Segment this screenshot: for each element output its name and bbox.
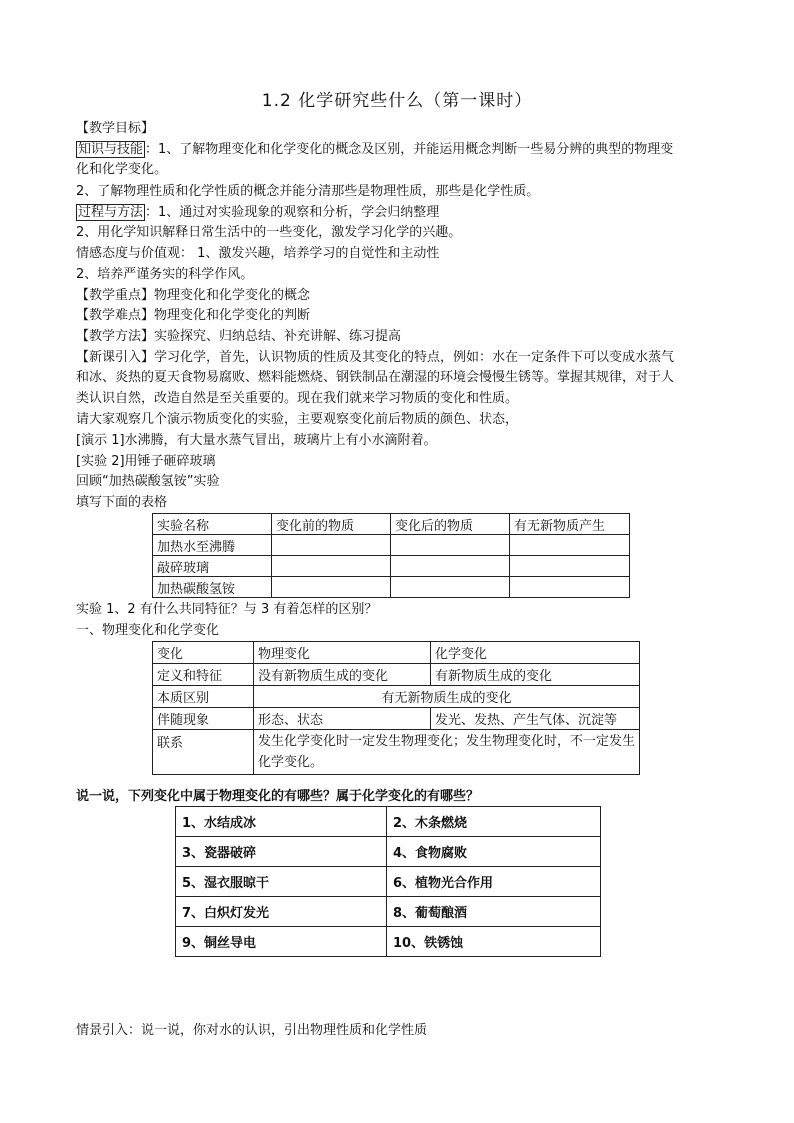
observe-instruction: 请大家观察几个演示物质变化的实验，主要观察变化前后物质的颜色、状态， (76, 412, 519, 427)
table-row (153, 556, 630, 577)
table-header-row (153, 514, 630, 535)
knowledge-line-1 (76, 140, 673, 160)
table-row (176, 897, 601, 927)
table-cell: 1、水结成冰 (176, 807, 387, 837)
table-cell: 加热水至沸腾 (153, 535, 272, 556)
table-cell: 7、白炽灯发光 (176, 897, 387, 927)
difficulty: 【教学难点】物理变化和化学变化的判断 (76, 308, 311, 323)
knowledge-line-3: 2、了解物理性质和化学性质的概念并能分清那些是物理性质，那些是化学性质。 (76, 184, 540, 199)
teaching-method: 【教学方法】实验探究、归纳总结、补充讲解、练习提高 (76, 329, 402, 344)
table-blank-cell[interactable] (272, 577, 391, 598)
emotion-line-1: 情感态度与价值观： 1、激发兴趣，培养学习的自觉性和主动性 (76, 246, 440, 261)
table-cell: 6、植物光合作用 (387, 867, 601, 897)
key-point: 【教学重点】物理变化和化学变化的概念 (76, 288, 311, 303)
table-header-cell: 化学变化 (431, 642, 640, 664)
table-row (176, 837, 601, 867)
comparison-table (152, 641, 640, 775)
table-row (176, 807, 601, 837)
table-header-cell: 变化前的物质 (272, 514, 391, 535)
process-label: 过程与方法 (78, 205, 144, 220)
review-line: 回顾“加热碳酸氢铵”实验 (76, 474, 220, 489)
process-text-1: ：1、通过对实验现象的观察和分析，学会归纳整理 (145, 205, 440, 220)
table-cell: 发生化学变化时一定发生物理变化；发生物理变化时，不一定发生化学变化。 (254, 730, 640, 775)
table-blank-cell[interactable] (391, 577, 510, 598)
intro-line-1: 【新课引入】学习化学，首先，认识物质的性质及其变化的特点，例如：水在一定条件下可以变成水蒸气 (76, 350, 675, 365)
table-cell: 9、铜丝导电 (176, 927, 387, 957)
table-cell: 伴随现象 (153, 708, 254, 730)
knowledge-text-1: ：1、了解物理变化和化学变化的概念及区别，并能运用概念判断一些易分辨的典型的物理变 (145, 142, 674, 157)
table-blank-cell[interactable] (272, 535, 391, 556)
table-blank-cell[interactable] (391, 556, 510, 577)
scene-intro: 情景引入：说一说，你对水的认识，引出物理性质和化学性质 (76, 1023, 428, 1038)
section-heading: 一、物理变化和化学变化 (76, 623, 220, 638)
table-cell: 3、瓷器破碎 (176, 837, 387, 867)
question-line: 实验 1、2 有什么共同特征？与 3 有着怎样的区别？ (76, 602, 378, 617)
intro-line-3: 类认识自然，改造自然是至关重要的。现在我们就来学习物质的变化和性质。 (76, 391, 519, 406)
intro-line-2: 和冰、炎热的夏天食物易腐败、燃料能燃烧、钢铁制品在潮湿的环境会慢慢生锈等。掌握其规律，对于人 (76, 370, 675, 385)
table-cell: 4、食物腐败 (387, 837, 601, 867)
knowledge-line-2: 化和化学变化。 (76, 162, 168, 177)
table-header-cell: 实验名称 (153, 514, 272, 535)
table-cell: 有无新物质生成的变化 (254, 686, 640, 708)
process-line-2: 2、用化学知识解释日常生活中的一些变化，激发学习化学的兴趣。 (76, 225, 462, 240)
table-blank-cell[interactable] (510, 535, 630, 556)
table-row (153, 730, 640, 775)
table-blank-cell[interactable] (272, 556, 391, 577)
table-cell: 5、湿衣服晾干 (176, 867, 387, 897)
table-header-row (153, 642, 640, 664)
table-header-cell: 变化 (153, 642, 254, 664)
table-cell: 形态、状态 (254, 708, 431, 730)
fill-table-instruction: 填写下面的表格 (76, 495, 168, 510)
table-blank-cell[interactable] (510, 556, 630, 577)
table-row (153, 535, 630, 556)
table-row (153, 577, 630, 598)
table-header-cell: 有无新物质产生 (510, 514, 630, 535)
table-header-cell: 变化后的物质 (391, 514, 510, 535)
table-cell: 发光、发热、产生气体、沉淀等 (431, 708, 640, 730)
table-cell: 加热碳酸氢铵 (153, 577, 272, 598)
table-cell: 2、木条燃烧 (387, 807, 601, 837)
table-header-cell: 物理变化 (254, 642, 431, 664)
table-cell: 本质区别 (153, 686, 254, 708)
table-blank-cell[interactable] (391, 535, 510, 556)
table-row (176, 867, 601, 897)
demo-2: [实验 2]用锤子砸碎玻璃 (76, 454, 216, 469)
demo-1: [演示 1]水沸腾，有大量水蒸气冒出，玻璃片上有小水滴附着。 (76, 433, 437, 448)
table-blank-cell[interactable] (510, 577, 630, 598)
table-cell: 敲碎玻璃 (153, 556, 272, 577)
table-row (176, 927, 601, 957)
emotion-line-2: 2、培养严谨务实的科学作风。 (76, 267, 254, 282)
table-cell: 没有新物质生成的变化 (254, 664, 431, 686)
knowledge-label: 知识与技能 (78, 142, 144, 157)
table-row (153, 664, 640, 686)
table-cell: 定义和特征 (153, 664, 254, 686)
table-row (153, 686, 640, 708)
table-cell: 8、葡萄酿酒 (387, 897, 601, 927)
table-row (153, 708, 640, 730)
table-cell: 10、铁锈蚀 (387, 927, 601, 957)
exercise-table (175, 806, 601, 957)
page-title: 1.2 化学研究些什么（第一课时） (261, 91, 533, 111)
objectives-heading: 【教学目标】 (76, 121, 155, 136)
table-cell: 有新物质生成的变化 (431, 664, 640, 686)
experiment-table (152, 513, 630, 598)
process-line-1 (76, 203, 439, 223)
table-cell: 联系 (153, 730, 254, 775)
exercise-heading: 说一说，下列变化中属于物理变化的有哪些？属于化学变化的有哪些？ (76, 789, 480, 804)
